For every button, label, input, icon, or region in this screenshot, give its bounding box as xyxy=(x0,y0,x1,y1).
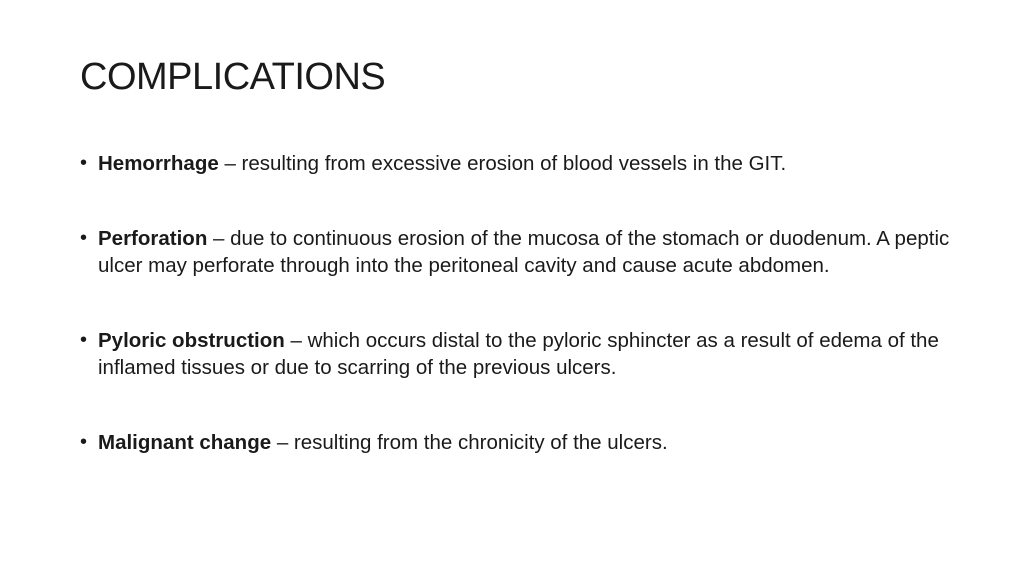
bullet-item-malignant-change xyxy=(80,429,960,456)
bullet-term: Pyloric obstruction xyxy=(98,329,285,352)
bullet-list xyxy=(80,150,960,456)
slide-title: COMPLICATIONS xyxy=(80,56,386,98)
bullet-text: – which occurs distal to the pyloric sphincter as a result of edema of the inflamed tissues or due to scarring of the previous ulcers. xyxy=(98,329,939,379)
bullet-icon: • xyxy=(80,329,88,351)
bullet-text: – resulting from excessive erosion of blood vessels in the GIT. xyxy=(218,152,787,175)
bullet-item-pyloric-obstruction xyxy=(80,327,960,381)
bullet-term: Malignant change xyxy=(98,431,272,454)
bullet-item-perforation xyxy=(80,225,960,279)
bullet-text: – resulting from the chronicity of the ulcers. xyxy=(271,431,668,454)
bullet-item-hemorrhage xyxy=(80,150,960,177)
bullet-text: – due to continuous erosion of the mucosa of the stomach or duodenum. A peptic ulcer may perforate through into the peritoneal cavity and cause acute abdomen. xyxy=(98,227,950,277)
bullet-term: Perforation xyxy=(98,227,208,250)
bullet-icon: • xyxy=(80,431,88,453)
bullet-icon: • xyxy=(80,227,88,249)
bullet-icon: • xyxy=(80,152,88,174)
bullet-term: Hemorrhage xyxy=(98,152,219,175)
